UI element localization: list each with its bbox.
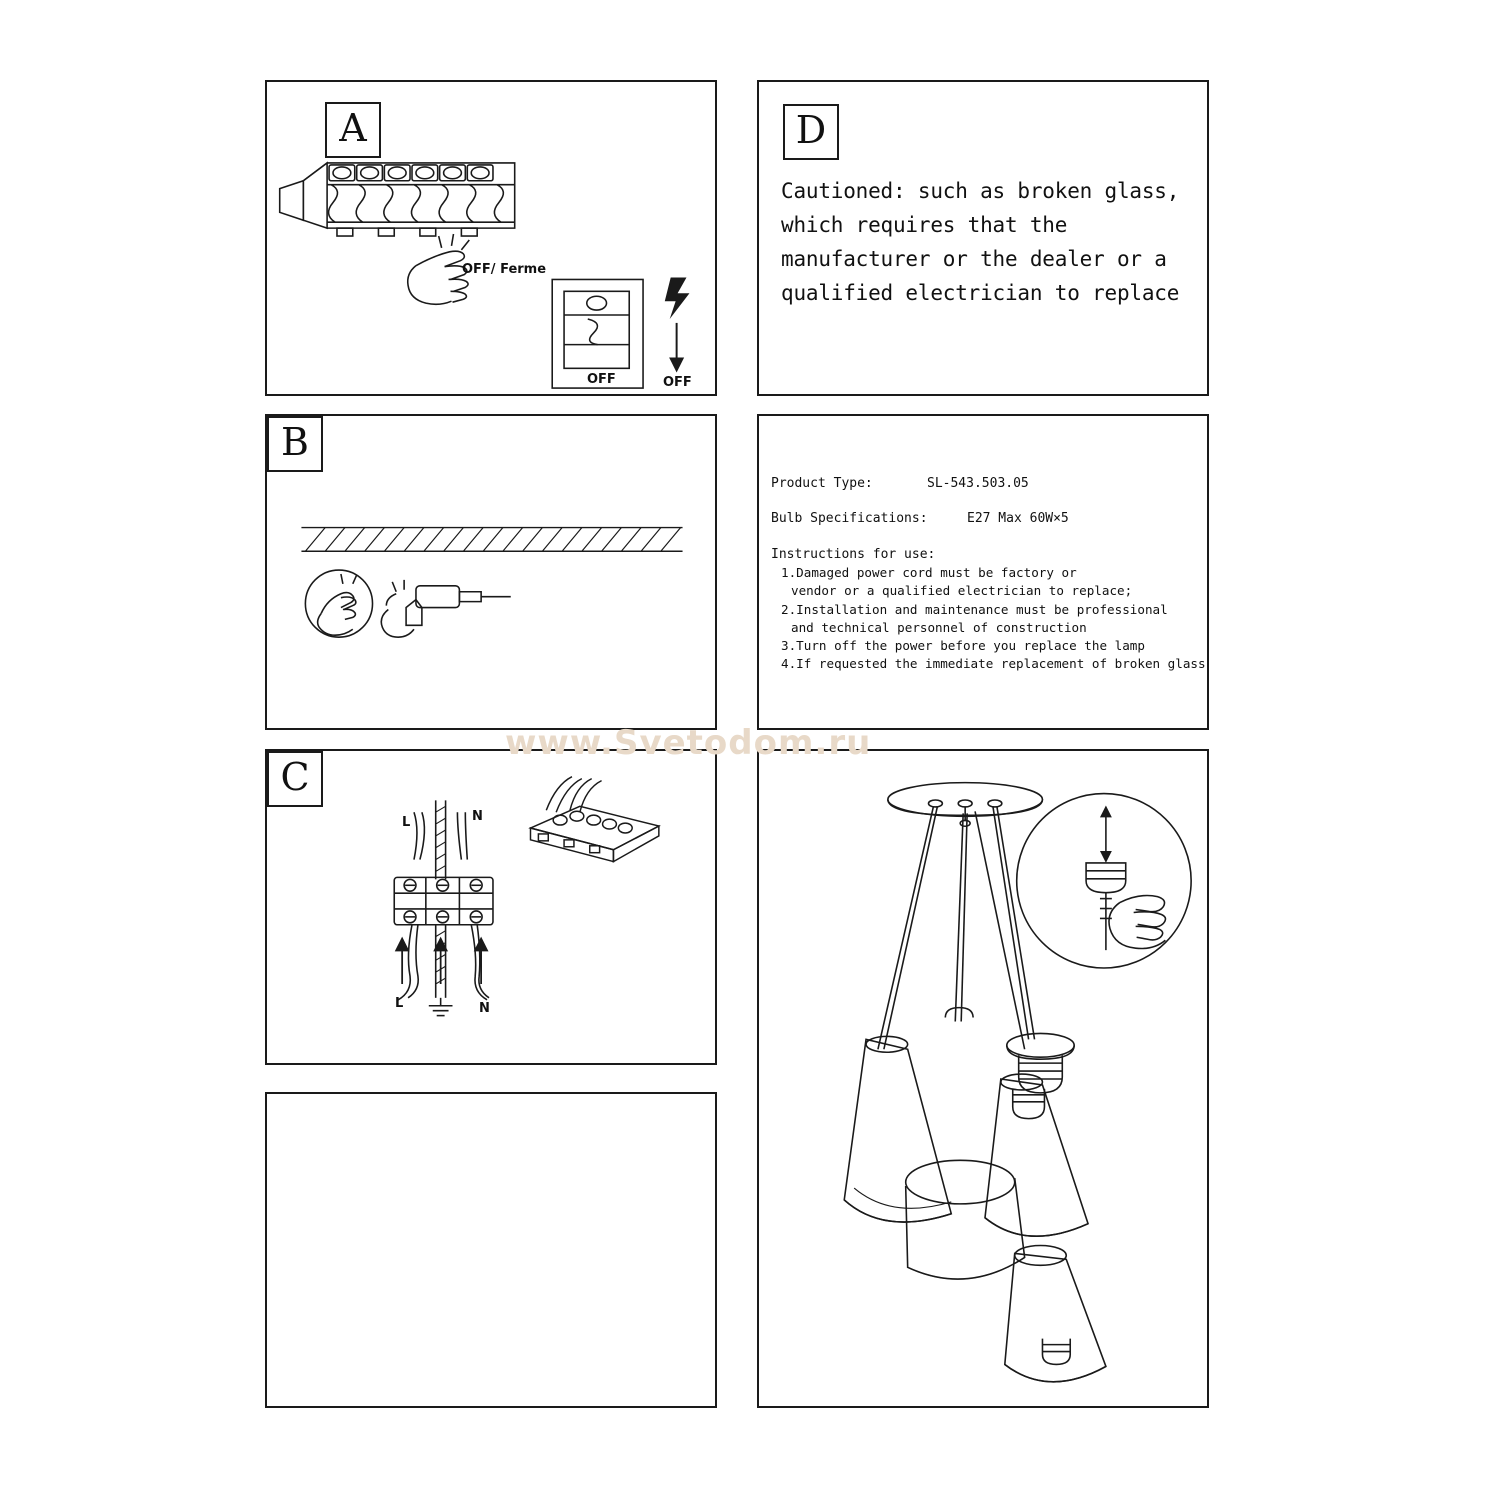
panel-d-empty	[265, 1092, 717, 1408]
instructions-title: Instructions for use:	[771, 547, 936, 562]
panel-caution-letter: D	[783, 104, 839, 160]
panel-product-illustration	[757, 749, 1209, 1408]
label-switch-off: OFF	[587, 372, 616, 387]
label-arrow-off: OFF	[663, 375, 692, 390]
panel-a-diagram	[267, 82, 715, 394]
panel-a-power-off	[265, 80, 717, 396]
label-off-ferme: OFF/ Ferme	[462, 262, 547, 277]
panel-c-wiring	[265, 749, 717, 1065]
instruction-item: and technical personnel of construction	[791, 619, 1087, 635]
instruction-item: 2.Installation and maintenance must be professional	[781, 601, 1168, 617]
panel-c-diagram	[267, 751, 715, 1063]
bulb-spec-label: Bulb Specifications:	[771, 511, 928, 526]
product-type-value: SL-543.503.05	[927, 476, 1029, 491]
panel-b-diagram	[267, 416, 715, 728]
panel-c-letter: C	[267, 751, 323, 807]
product-type-label: Product Type:	[771, 476, 873, 491]
pendant-lamp-icon	[759, 751, 1207, 1406]
panel-b-letter: B	[267, 416, 323, 472]
panel-b-drilling	[265, 414, 717, 730]
instruction-item: 4.If requested the immediate replacement of broken glass	[781, 656, 1206, 672]
panel-a-letter: A	[325, 102, 381, 158]
panel-specifications	[757, 414, 1209, 730]
label-wire-l-top: L	[402, 815, 411, 830]
label-wire-l-bottom: L	[395, 996, 404, 1011]
instruction-item: 1.Damaged power cord must be factory or	[781, 565, 1077, 580]
instruction-item: vendor or a qualified electrician to replace;	[791, 583, 1133, 599]
instruction-item: 3.Turn off the power before you replace the lamp	[781, 638, 1145, 653]
instructions-list	[781, 564, 1206, 674]
site-watermark: www.Svetodom.ru	[505, 723, 872, 763]
panel-caution	[757, 80, 1209, 396]
label-wire-n-top: N	[472, 809, 483, 824]
bulb-spec-value: E27 Max 60W×5	[967, 511, 1069, 526]
label-wire-n-bottom: N	[479, 1001, 490, 1016]
caution-text: Cautioned: such as broken glass, which requires that the manufacturer or the dealer or a qualified electrician to replace	[781, 179, 1180, 306]
